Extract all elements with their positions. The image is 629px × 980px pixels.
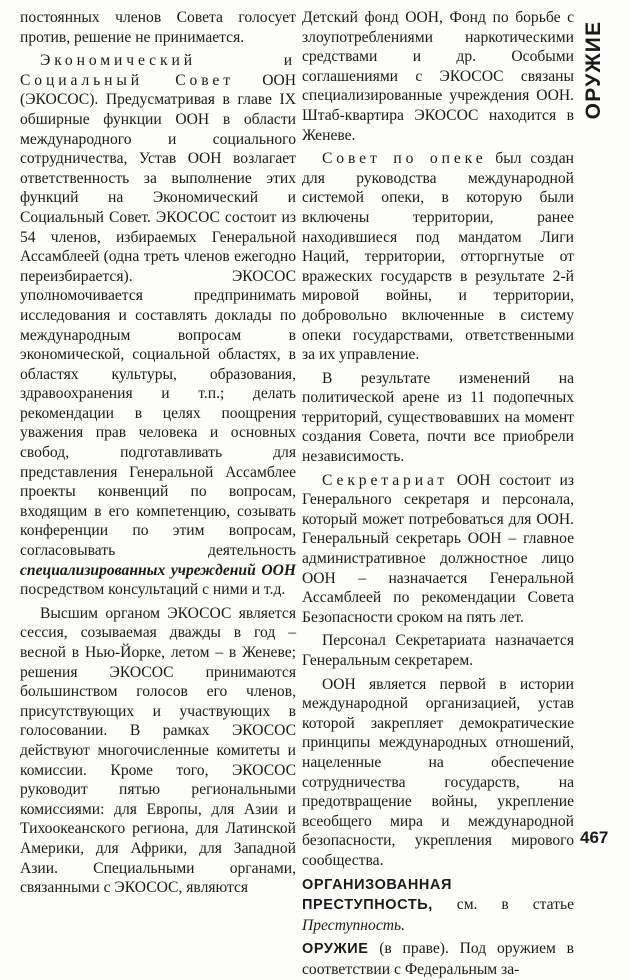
dictionary-entry: ОРГАНИЗОВАННАЯ ПРЕСТУПНОСТЬ, см. в статье Преступность. (302, 876, 574, 934)
paragraph: Секретариат ООН состоит из Генерального секретаря и персонала, который может потребоваться для ООН. Генеральный секретарь ООН – главное административное должностное лицо ООН – назначается Генеральной Ассамблеей по рекомендации Совета Безопасности сроком на пять лет. (302, 471, 574, 626)
term-heading: Экономический и Социальный Совет (20, 52, 296, 89)
dictionary-entry: ОРУЖИЕ (в праве). Под оружием в соответствии с Федеральным за- (302, 940, 574, 978)
cross-reference: Преступность. (302, 916, 405, 934)
paragraph: Высшим органом ЭКОСОС является сессия, созываемая дважды в год – весной в Нью-Йорке, летом – в Женеве; решения ЭКОСОС принимаются большинством голосов его членов, присутствующих и участвующих в голосовании. В рамках ЭКОСОС действуют многочисленные комитеты и комиссии. Кроме того, ЭКОСОС руководит пятью региональными комиссиями: для Европы, для Азии и Тихоокеанского региона, для Латинской Америки, для Африки, для Западной Азии. Специальными органами, связанными с ЭКОСОС, являются (20, 604, 296, 897)
left-column (20, 8, 296, 898)
paragraph: В результате изменений на политической арене из 11 подопечных территорий, существовавших на момент создания Совета, почти все приобрели независимость. (302, 369, 574, 466)
side-tab (578, 10, 610, 130)
right-column (302, 8, 574, 980)
term-heading: Совет по опеке (322, 150, 487, 168)
paragraph: Совет по опеке был создан для руководства международной системой опеки, в которую были включены территории, ранее находившиеся под мандатом Лиги Наций, территории, отторгнутые от вражеских государств в результате 2-й мировой войны, и территории, добровольно включенные в систему опеки государствами, ответственными за их управление. (302, 150, 574, 364)
paragraph: Экономический и Социальный Совет ООН (ЭКОСОС). Предусматривая в главе IX обширные функции ООН в области международного и социального сотрудничества, Устав ООН возлагает ответственность за выполнение этих функций на Экономический и Социальный Совет. ЭКОСОС состоит из 54 членов, избираемых Генеральной Ассамблеей (одна треть членов ежегодно переизбирается). ЭКОСОС уполномочивается предпринимать исследования и составлять доклады по международным вопросам в экономической, социальной областях, в областях культуры, образования, здравоохранения и т.п.; делать рекомендации в целях поощрения уважения прав человека и основных свобод, подготавливать для представления Генеральной Ассамблее проекты конвенций по вопросам, входящим в его компетенцию, созывать конференции по этим вопросам, согласовывать деятельность специализированных учреждений ООН посредством консультаций с ними и т.д. (20, 52, 297, 599)
side-tab-label: ОРУЖИЕ (582, 20, 605, 120)
entry-headword: ОРГАНИЗОВАННАЯ ПРЕСТУПНОСТЬ, (302, 876, 452, 914)
paragraph: ООН является первой в истории международной организацией, устав которой закрепляет демократические принципы международных отношений, нацеленные на обеспечение сотрудничества государств, на предотвращение войны, укрепление всеобщего мира и международной безопасности, укрепления мирового сообщества. (302, 675, 574, 869)
paragraph: Детский фонд ООН, Фонд по борьбе с злоупотреблениями наркотическими средствами и др. Особыми соглашениями с ЭКОСОС связаны специализированные учреждения ООН. Штаб-квартира ЭКОСОС находится в Женеве. (302, 9, 574, 144)
paragraph: Персонал Секретариата назначается Генеральным секретарем. (302, 632, 574, 669)
term-heading: Секретариат (322, 471, 449, 489)
paragraph: постоянных членов Совета голосует против, решение не принимается. (20, 9, 296, 46)
page-number: 467 (580, 828, 609, 847)
cross-reference: специализированных учреждений ООН (20, 561, 296, 579)
entry-headword: ОРУЖИЕ (302, 941, 369, 958)
